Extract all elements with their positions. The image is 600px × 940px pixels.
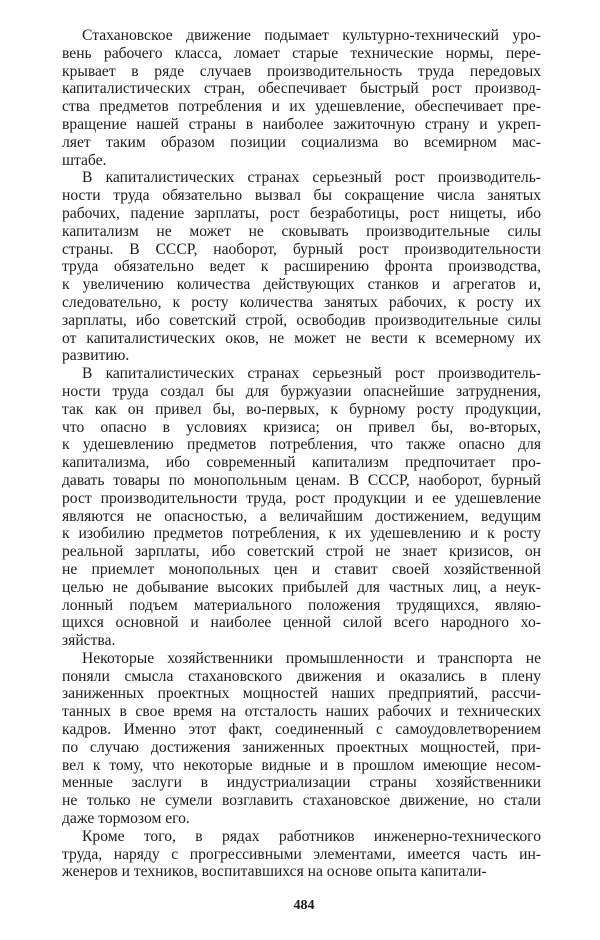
text-line: женеров и техников, воспитавшихся на основе опыта капитали- xyxy=(62,863,487,881)
text-line: труда обязательно ведет к расширению фронта производства, xyxy=(62,258,541,276)
text-line: что опасно в условиях кризиса; он привел бы, во-вторых, xyxy=(62,418,541,436)
text-line: щихся основной и наиболее ценной силой всего народного хо- xyxy=(62,614,541,632)
text-line: зяйства. xyxy=(62,632,116,650)
text-line: танных в свое время на отсталость наших рабочих и технических xyxy=(62,703,541,721)
text-line: ности труда создал бы для буржуазии опаснейшие затруднения, xyxy=(62,382,541,400)
text-line: развитию. xyxy=(62,347,130,365)
text-line: Кроме того, в рядах работников инженерно-технического xyxy=(82,827,541,845)
text-line: кадров. Именно этот факт, соединенный с самоудовлетворением xyxy=(62,721,541,739)
text-line: не только не сумели возглавить стахановское движение, но стали xyxy=(62,792,541,810)
text-line: целью не добывание высоких прибылей для частных лиц, а неук- xyxy=(62,578,541,596)
text-line: вел к тому, что некоторые видные и в прошлом имеющие несом- xyxy=(62,756,541,774)
text-line: так как он привел бы, во-первых, к бурному росту продукции, xyxy=(62,400,541,418)
text-line: труда, наряду с прогрессивными элементами, имеется часть ин- xyxy=(62,845,541,863)
text-line: В капиталистических странах серьезный рост производитель- xyxy=(82,365,541,383)
page-body-text xyxy=(62,27,541,881)
text-line: рабочих, падение зарплаты, рост безработицы, рост нищеты, ибо xyxy=(62,204,541,222)
text-line: ности труда обязательно вызвал бы сокращение числа занятых xyxy=(62,187,541,205)
text-line: являются не опасностью, а величайшим достижением, ведущим xyxy=(62,507,541,525)
text-line: капитализма, ибо современный капитализм предпочитает про- xyxy=(62,454,541,472)
text-line: реальной зарплаты, ибо советский строй не знает кризисов, он xyxy=(62,543,541,561)
text-line: вращение нашей страны в наиболее зажиточную страну и укреп- xyxy=(62,115,541,133)
paragraph xyxy=(62,169,541,365)
text-line: лонный подъем материального положения трудящихся, являю- xyxy=(62,596,541,614)
text-line: крывает в ряде случаев производительность труда передовых xyxy=(62,62,541,80)
text-line: давать товары по монопольным ценам. В СССР, наоборот, бурный xyxy=(62,471,541,489)
text-line: заниженных проектных мощностей наших предприятий, рассчи- xyxy=(62,685,541,703)
text-line: ства предметов потребления и их удешевление, обеспечивает пре- xyxy=(62,98,541,116)
text-line: к увеличению количества действующих станков и агрегатов и, xyxy=(62,276,541,294)
text-line: штабе. xyxy=(62,151,107,169)
text-line: ляет таким образом позиции социализма во всемирном мас- xyxy=(62,133,541,151)
text-line: Стахановское движение подымает культурно-технический уро- xyxy=(82,27,541,44)
text-line: страны. В СССР, наоборот, бурный рост производительности xyxy=(62,240,541,258)
text-line: менные заслуги в индустриализации страны хозяйственники xyxy=(62,774,541,792)
text-line: Некоторые хозяйственники промышленности и транспорта не xyxy=(82,649,541,667)
paragraph xyxy=(62,365,541,650)
text-line: от капиталистических оков, не может не вести к всемерному их xyxy=(62,329,541,347)
paragraph xyxy=(62,828,541,881)
text-line: по случаю достижения заниженных проектных мощностей, при- xyxy=(62,738,541,756)
text-line: к удешевлению предметов потребления, что также опасно для xyxy=(62,436,541,454)
text-line: к изобилию предметов потребления, к их удешевлению и к росту xyxy=(62,525,541,543)
text-line: вень рабочего класса, ломает старые технические нормы, пере- xyxy=(62,44,541,62)
text-line: рост производительности труда, рост продукции и ее удешевление xyxy=(62,489,541,507)
text-line: зарплаты, ибо советский строй, освободив производительные силы xyxy=(62,311,541,329)
paragraph xyxy=(62,27,541,169)
paragraph xyxy=(62,650,541,828)
text-line: В капиталистических странах серьезный рост производитель- xyxy=(82,169,541,187)
page-number: 484 xyxy=(293,898,315,913)
text-line: даже тормозом его. xyxy=(62,810,190,828)
text-line: поняли смысла стахановского движения и оказались в плену xyxy=(62,667,541,685)
text-line: не приемлет монопольных цен и ставит своей хозяйственной xyxy=(62,560,541,578)
text-line: капитализм не может не сковывать производительные силы xyxy=(62,222,541,240)
text-line: следовательно, к росту количества занятых рабочих, к росту их xyxy=(62,293,541,311)
text-line: капиталистических стран, обеспечивает быстрый рост производ- xyxy=(62,80,541,98)
